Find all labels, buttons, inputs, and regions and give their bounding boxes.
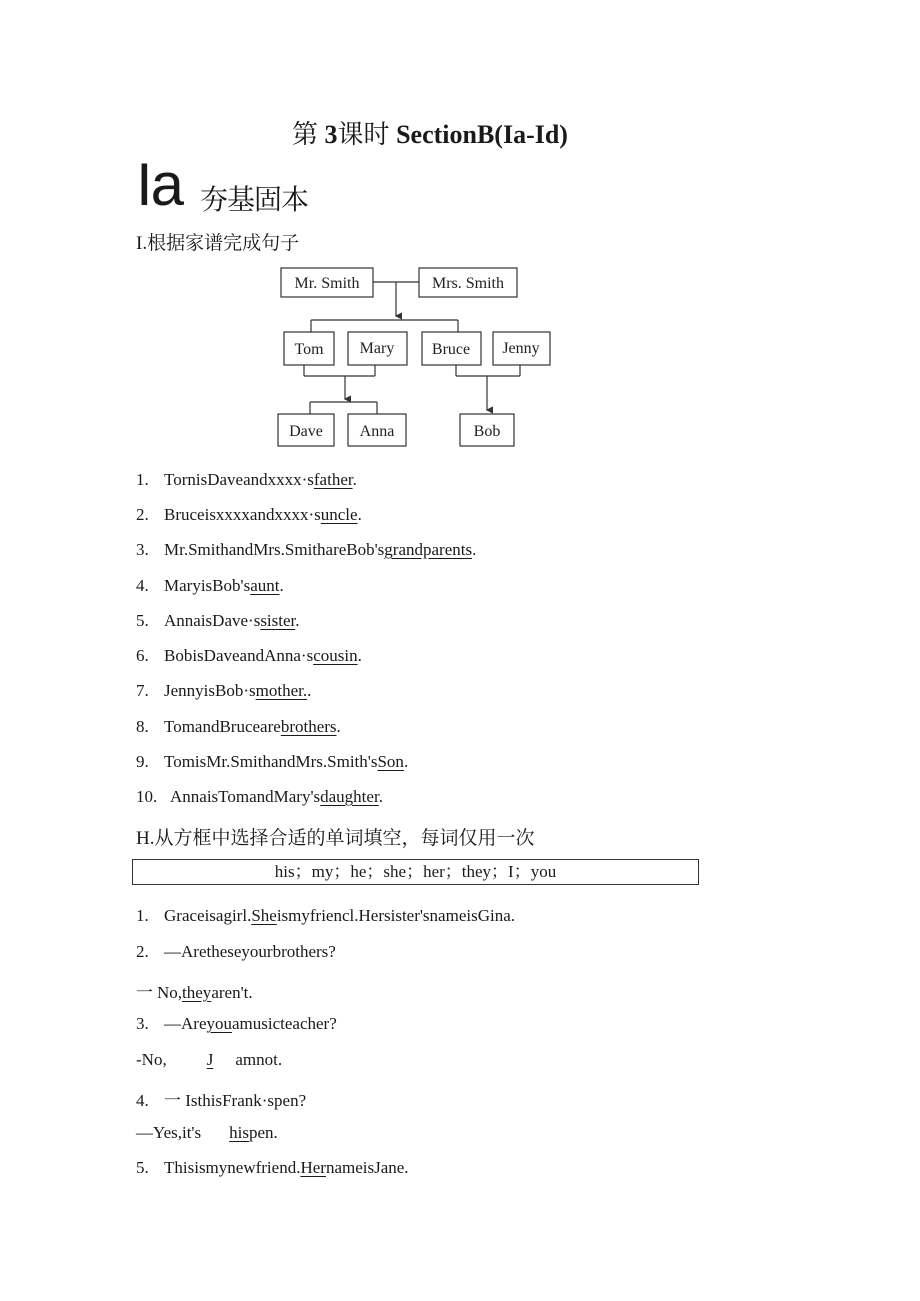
tree-anna: Anna — [359, 423, 395, 440]
list-item: 7. JennyisBob·smother.. — [136, 681, 312, 700]
answer: J — [206, 1050, 214, 1069]
tree-tom: Tom — [294, 341, 324, 358]
list-item: 8. TomandBrucearebrothers. — [136, 717, 341, 736]
list-item: -No, J amnot. — [136, 1050, 283, 1069]
tree-bruce: Bruce — [431, 341, 471, 358]
answer: father — [313, 470, 353, 489]
answer: cousin — [313, 646, 358, 665]
title-prefix: 第 — [292, 120, 319, 149]
tree-bob: Bob — [473, 423, 501, 440]
title-mid: 课时 — [337, 120, 390, 149]
list-item: —Yes,it's hispen. — [136, 1123, 278, 1142]
page-title — [0, 114, 860, 151]
answer: his — [229, 1123, 249, 1142]
answer: they — [182, 983, 212, 1002]
title-num: 3 — [324, 120, 338, 149]
title-section: SectionB(Ia-Id) — [396, 120, 568, 149]
answer: sister — [260, 611, 296, 630]
part1-heading: I.根据家谱完成句子 — [136, 233, 300, 254]
list-item: 6. BobisDaveandAnna·scousin. — [136, 646, 362, 665]
tree-dave: Dave — [289, 423, 323, 440]
list-item: 1. Graceisagirl.Sheismyfriencl.Hersister'snameisGina. — [136, 906, 515, 925]
list-item: 3. Mr.SmithandMrs.SmithareBob'sgrandparents. — [136, 540, 477, 559]
list-item: 2. —Aretheseyourbrothers? — [136, 942, 336, 961]
answer: uncle — [320, 505, 358, 524]
list-item: 5. AnnaisDave·ssister. — [136, 611, 300, 630]
list-item: 3. —Areyouamusicteacher? — [136, 1014, 337, 1033]
list-item: 10. AnnaisTomandMary'sdaughter. — [136, 787, 383, 806]
tree-grandfather: Mr. Smith — [294, 275, 360, 292]
list-item: 2. Bruceisxxxxandxxxx·suncle. — [136, 505, 362, 524]
banner-big: Ia — [136, 151, 183, 218]
tree-grandmother: Mrs. Smith — [431, 275, 505, 292]
list-item: 9. TomisMr.SmithandMrs.Smith'sSon. — [136, 752, 409, 771]
list-item: 4. MaryisBob'saunt. — [136, 576, 284, 595]
answer: She — [251, 906, 277, 925]
answer: Son — [377, 752, 404, 771]
tree-mary: Mary — [359, 340, 395, 357]
list-item: 1. TornisDaveandxxxx·sfather. — [136, 470, 357, 489]
answer: brothers — [280, 717, 337, 736]
answer: aunt — [250, 576, 280, 595]
list-item: 4. 一 IsthisFrank·spen? — [136, 1091, 307, 1110]
banner-sub: 夯基固本 — [200, 183, 309, 216]
family-tree — [270, 262, 560, 452]
word-box: his；my；he；she；her；they；I；you — [132, 859, 699, 885]
part2-heading: H.从方框中选择合适的单词填空，每词仅用一次 — [136, 828, 535, 849]
answer: you — [206, 1014, 232, 1033]
list-item: 一 No,theyaren't. — [136, 983, 253, 1002]
answer: mother. — [255, 681, 308, 700]
answer: Her — [300, 1158, 326, 1177]
tree-jenny: Jenny — [502, 340, 540, 357]
answer: grandparents — [384, 540, 473, 559]
list-item: 5. Thisismynewfriend.HernameisJane. — [136, 1158, 409, 1177]
answer: daughter — [320, 787, 379, 806]
